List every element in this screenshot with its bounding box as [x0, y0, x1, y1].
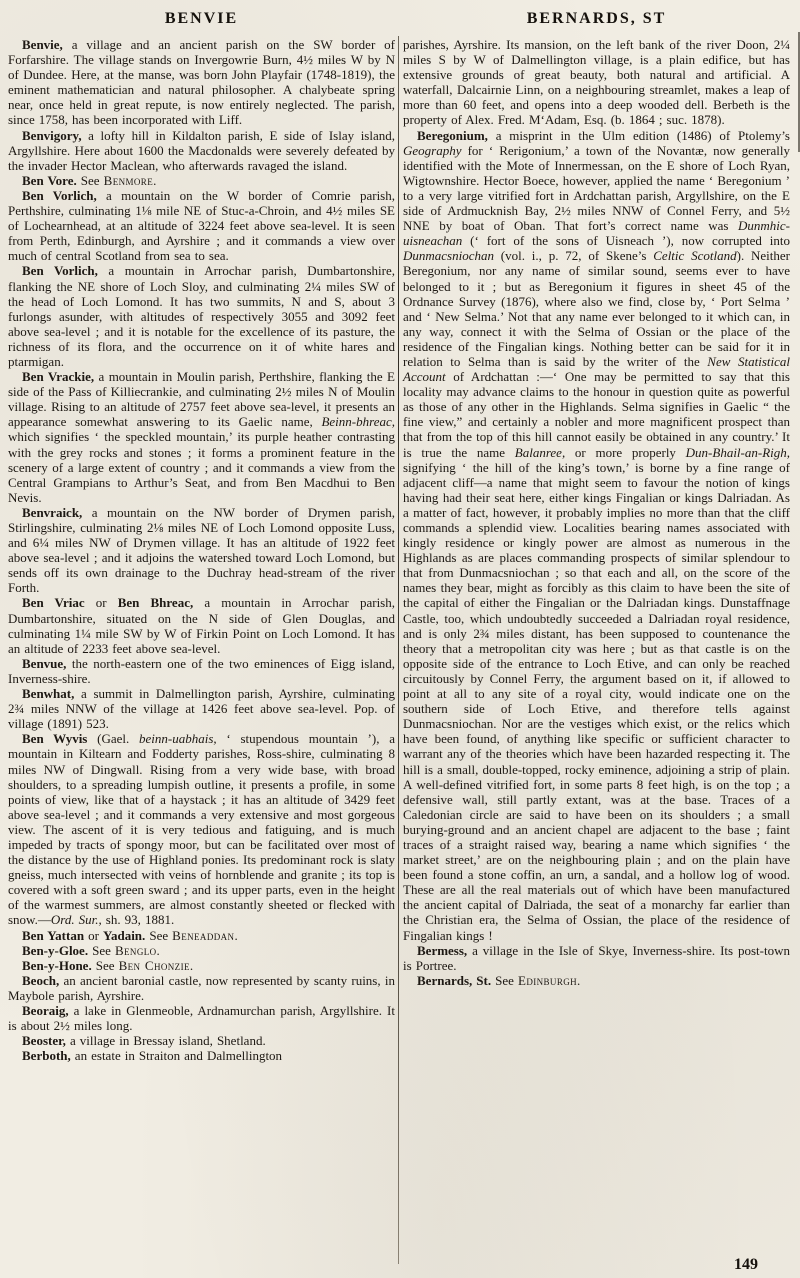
entry-text-run: Beregonium,: [417, 127, 488, 143]
entry-text-run: a mountain in Arrochar parish, Dumbartonshire, situated on the N side of Glen Douglas, and culminating 1¼ mile SW by W of Firkin Point on Loch Lomond. It has an altitude of 2233 feet above sea-level.: [8, 595, 395, 656]
entry: [8, 1048, 395, 1063]
page-number: 149: [734, 1256, 758, 1273]
running-head-left: BENVIE: [164, 10, 239, 27]
entry-text-run: the north-eastern one of the two eminences of Eigg island, Inverness-shire.: [8, 655, 395, 686]
entry-text-run: a misprint in the Ulm edition (1486) of Ptolemy’s: [487, 127, 790, 143]
entry-text-run: sh. 93, 1881.: [101, 912, 175, 928]
entry: [8, 595, 395, 655]
entry-text-run: parishes, Ayrshire. Its mansion, on the left bank of the river Doon, 2¼ miles S by W of Dalmellington village, is a plain edifice, but has extensive grounds of great beauty, both natural and artificial. A waterfall, Dalcairnie Linn, on a neighbouring streamlet, makes a leap of more than 60 feet, and opens into a deep wooded dell. Berbeth is the property of Alex. Fred. M‘Adam, Esq. (b. 1864 ; suc. 1878).: [403, 37, 790, 128]
entry: [8, 656, 395, 686]
entry: [403, 973, 790, 988]
entry-text-run: Ben Vriac: [22, 595, 85, 611]
entry-text-run: Ben Vorlich,: [22, 263, 98, 279]
column-right-body: [403, 37, 790, 988]
entry-text-run: a village in Bressay island, Shetland.: [65, 1033, 266, 1049]
entry: [403, 37, 790, 128]
entry-text-run: Ben Vore.: [22, 172, 77, 188]
entry-text-run: Dunmacsniochan: [403, 248, 494, 264]
entry: [8, 731, 395, 927]
entry-text-run: (vol. i., p. 72, of Skene’s: [494, 248, 654, 264]
entry-text-run: beinn-uabhais,: [139, 731, 217, 747]
entry: [403, 943, 790, 973]
entry-text-run: a lofty hill in Kildalton parish, E side of Islay island, Argyllshire. Here about 1600 the Macdonalds were severely defeated by the invader Hector Maclean, who afterwards ravaged the island.: [8, 127, 395, 173]
entry-text-run: Geography: [403, 142, 462, 158]
entry-text-run: Benvigory,: [22, 127, 82, 143]
entry-text-run: signifying ‘ the hill of the king’s town,’ is borne by a fine range of adjacent cliff—a name that might seem to favour the notion of kings having had their seat here, either kings Fingalian or kings Dalriadan. As a matter of fact, however, it probably implies no more than that the cliff commands a splendid view. Localities bearing names associated with kingly residence or kingly power are almost as numerous in the Highlands as are places commanding prospects of similar splendour to that from Dunmacsniochan ; so that each and all, on the score of the names they bear, might as forcibly as this claim to have been the site of the capital of either the Fingalian or the Dalriadan kings. Dunstaffnage Castle, too, which undoubtedly succeeded a Dalriadan royal residence, and is only 2¾ miles distant, has been supposed to countenance the theory that a metropolitan city was here ; but as that castle is on the opposite side of the entrance to Loch Etive, and can only be reached circuitously by Connel Ferry, the argument based on it, if allowed to point at all to any site of a royal city, would indicate one on the southern side of Loch Etive, and therefore tells against Dunmacsniochan. Nor are the vestiges which exist, or the relics which have been found, of anything like specific or sufficient character to warrant any of the theories which have been hazarded respecting it. The hill is a small, double-topped, rocky eminence, adjoining a strip of plain. A well-defined vitrified fort, in some parts 8 feet high, is on the top ; a defensive wall, still partly extant, was at the base. Traces of a Caledonian circle are said to have been on its shoulders ; a small burying-ground and an ancient chapel are adjacent to the base ; faint traces of a straight raised way, bearing a name which signifies ‘ the market street,’ are on the neighbouring plain ; and on the plain have been found a stone coffin, an urn, a sandal, and a hollow log of wood. These are all the real materials out of which have been manufactured the ancient capital of Dalriada, the seat of a monarchy far earlier than the Christian era, the Selma of Ossian, the place of the residence of Fingalian kings !: [403, 459, 790, 943]
entry-text-run: Beoster,: [22, 1033, 66, 1049]
entry-text-run: an estate in Straiton and Dalmellington: [70, 1048, 283, 1064]
entry-text-run: .: [153, 172, 157, 188]
entry-text-run: See: [145, 927, 173, 943]
entry-text-run: Benwhat,: [22, 686, 75, 702]
column-divider: [398, 36, 399, 1264]
entry-text-run: (‘ fort of the sons of Uisneach ’), now corrupted into: [462, 233, 790, 249]
entry-text-run: Ben-y-Hone.: [22, 957, 92, 973]
column-left: [8, 8, 395, 1278]
entry-text-run: ). Neither Beregonium, nor any name of similar sound, seems ever to have belonged to it ; but as Beregonium it figures in sheet 45 of the Ordnance Survey (1876), where also we find, close by, ‘ Port Selma ’ and ‘ New Selma.’ Not that any name ever belonged to it which can, in any way, connect it with the Selma of Ossian or the place of the residence of the Fingalian kings. Nothing better can be said for it in relation to Selma than is said by the writer of the: [403, 248, 790, 369]
entry-text-run: Dun-Bhail-an-Righ,: [685, 444, 790, 460]
entry-text-run: an ancient baronial castle, now represented by scanty ruins, in Maybole parish, Ayrshire.: [8, 972, 395, 1003]
entry-text-run: a mountain on the W border of Comrie parish, Perthshire, culminating 1⅛ mile NE of Stuc-a-Chroin, and 4½ miles SE of Lochearnhead, at an altitude of 3224 feet above sea-level. It is seen from Perth, Edinburgh, and Ayrshire ; and it commands a view over much of central Scotland from sea to sea.: [8, 187, 395, 264]
entry-text-run: Ben Yattan: [22, 927, 85, 943]
entry: [8, 943, 395, 958]
entry-text-run: Benmore: [103, 172, 154, 188]
entry-text-run: Beneaddan: [172, 927, 235, 943]
entry: [8, 188, 395, 263]
entry-text-run: a village and an ancient parish on the SW border of Forfarshire. The village stands on Invergowrie Burn, 4½ miles W by N of Dundee. Here, at the manse, was born John Playfair (1748-1819), the eminent mathematician and natural philosopher. A chalybeate spring near, once held in great repute, is now entirely neglected. The parish, since 1758, has been incorporated with Liff.: [8, 37, 395, 128]
entry: [8, 928, 395, 943]
entry-text-run: Ben Wyvis: [22, 731, 88, 747]
entry-text-run: .: [156, 942, 160, 958]
entry-text-run: a lake in Glenmeoble, Ardnamurchan parish, Argyllshire. It is about 2½ miles long.: [8, 1003, 395, 1034]
entry-text-run: ‘ stupendous mountain ’), a mountain in Kiltearn and Fodderty parishes, Ross-shire, culminating 8 miles NW of Dingwall. Rising from a very wide base, with broad shoulders, to a spreading lumpish outline, it presents a profile, in some points of view, like that of a haystack ; it has an altitude of 3429 feet above sea-level ; and it commands a very extensive and most gorgeous view. The ascent of it is very tedious and fatiguing, and is much impeded by tracts of spongy moor, but can be facilitated over most of the distance by the use of Highland ponies. Its predominant rock is slaty gneiss, much intersected with veins of hornblende and granite ; its top is covered with a soft green sward ; and its upper parts, even in the height of the warmest summers, are almost constantly sheeted or flecked with snow.—: [8, 731, 395, 928]
entry-text-run: Bernards, St.: [417, 972, 492, 988]
entry-text-run: Berboth,: [22, 1048, 71, 1064]
entry-text-run: See: [88, 942, 115, 958]
entry: [8, 1033, 395, 1048]
entry-text-run: Beoch,: [22, 972, 60, 988]
entry-text-run: Benvie,: [22, 37, 63, 52]
entry: [8, 973, 395, 1003]
column-right: [403, 8, 790, 1278]
entry: [8, 263, 395, 369]
entry-text-run: .: [234, 927, 238, 943]
entry-text-run: a mountain in Arrochar parish, Dumbartonshire, flanking the NE shore of Loch Sloy, and culminating 2¼ miles SW of the head of Loch Lomond. It has two summits, N and S, about 3 furlongs asunder, with altitudes of respectively 3055 and 3092 feet above sea-level ; and it is notable for the excellence of its pasture, the richness of its flora, and the occurrence on it of white hares and ptarmigan.: [8, 263, 395, 369]
entry-text-run: a mountain on the NW border of Drymen parish, Stirlingshire, culminating 2⅛ miles NE of Loch Lomond opposite Luss, and 6¼ miles NW of Drymen village. It has an altitude of 1922 feet above sea-level ; and it adjoins the watershed toward Loch Lomond, but sends off its own drainage to the Duchray head-stream of the river Forth.: [8, 504, 395, 596]
entry: [403, 128, 790, 943]
entry-text-run: a mountain in Moulin parish, Perthshire, flanking the E side of the Pass of Killiecrankie, and culminating 2½ miles N of Moulin village. Rising to an altitude of 2757 feet above sea-level, it presents an appearance somewhat answering to its Gaelic name,: [8, 369, 395, 430]
entry-text-run: New Statistical Account: [403, 353, 790, 385]
entry-text-run: for ‘ Rerigonium,’ a town of the Novantæ, now generally identified with the Mote of Innermessan, on the E shore of Loch Ryan, Wigtownshire. Hector Boece, however, applied the name ‘ Beregonium ’ to a very large vitrified fort in Ardchattan parish, Argyllshire, on the E side of Ardmucknish Bay, 2½ miles NNW of Connel Ferry, and 5½ NNE by boat of Oban. That fort’s correct name was: [403, 142, 790, 234]
running-head-right: BERNARDS, ST: [526, 10, 667, 27]
entry: [8, 505, 395, 596]
entry-text-run: a summit in Dalmellington parish, Ayrshire, culminating 2¾ miles NNW of the village at 1426 feet above sea-level. Pop. of village (1891) 523.: [8, 686, 395, 732]
entry-text-run: .: [577, 972, 581, 988]
entry-text-run: Ben Bhreac,: [117, 595, 194, 611]
entry-text-run: Ben Vorlich,: [22, 187, 97, 203]
entry: [8, 37, 395, 128]
entry-text-run: Bermess,: [417, 942, 468, 958]
entry-text-run: a village in the Isle of Skye, Inverness-shire. Its post-town is Portree.: [403, 942, 790, 973]
entry-text-run: Benvue,: [22, 655, 67, 671]
entry-text-run: Dunmhic-uisneachan: [403, 218, 790, 249]
entry-text-run: Beoraig,: [22, 1003, 69, 1018]
entry-text-run: (Gael.: [87, 731, 139, 747]
entry-text-run: Ben-y-Gloe.: [22, 942, 89, 958]
entry-text-run: Edinburgh: [517, 972, 578, 988]
entry-text-run: See: [76, 172, 104, 188]
entry-text-run: or more properly: [565, 444, 686, 460]
entry-text-run: .: [189, 957, 194, 973]
entry-text-run: See: [491, 972, 518, 988]
entry-text-run: Balanree,: [514, 444, 566, 460]
entry-text-run: See: [91, 957, 119, 973]
entry-text-run: which signifies ‘ the speckled mountain,’ its purple heather contrasting with the grey rocks and stones ; it forms a prominent feature in the scenery of a large extent of country ; and it commands a view from the Central Grampians to Arthur’s Seat, and from Ben Macdhui to Ben Nevis.: [8, 429, 395, 505]
entry: [8, 958, 395, 973]
entry: [8, 128, 395, 173]
entry-text-run: Yadain.: [103, 927, 146, 943]
entry-text-run: of Ardchattan :—‘ One may be permitted to say that this locality may advance claims to the honour in question quite as powerful as those of any other in the Highlands. Selma signifies in Gaelic “ the fine view,” and certainly a nobler and more magnificent prospect than that from the top of this hill cannot easily be obtained in any country.’ It is true the name: [403, 369, 790, 460]
entry-text-run: or: [84, 927, 104, 943]
entry-text-run: Ben Chonzie: [118, 957, 190, 973]
entry-text-run: Celtic Scotland: [653, 248, 737, 264]
entry: [8, 173, 395, 188]
column-left-body: [8, 37, 395, 1063]
entry-text-run: Benvraick,: [22, 504, 83, 520]
entry-text-run: Ord. Sur.,: [50, 912, 102, 928]
entry: [8, 1003, 395, 1033]
entry-text-run: or: [84, 595, 118, 611]
entry: [8, 686, 395, 731]
entry-text-run: Benglo: [114, 942, 157, 958]
entry: [8, 369, 395, 505]
entry-text-run: Beinn-bhreac,: [321, 414, 395, 430]
entry-text-run: Ben Vrackie,: [22, 369, 95, 385]
